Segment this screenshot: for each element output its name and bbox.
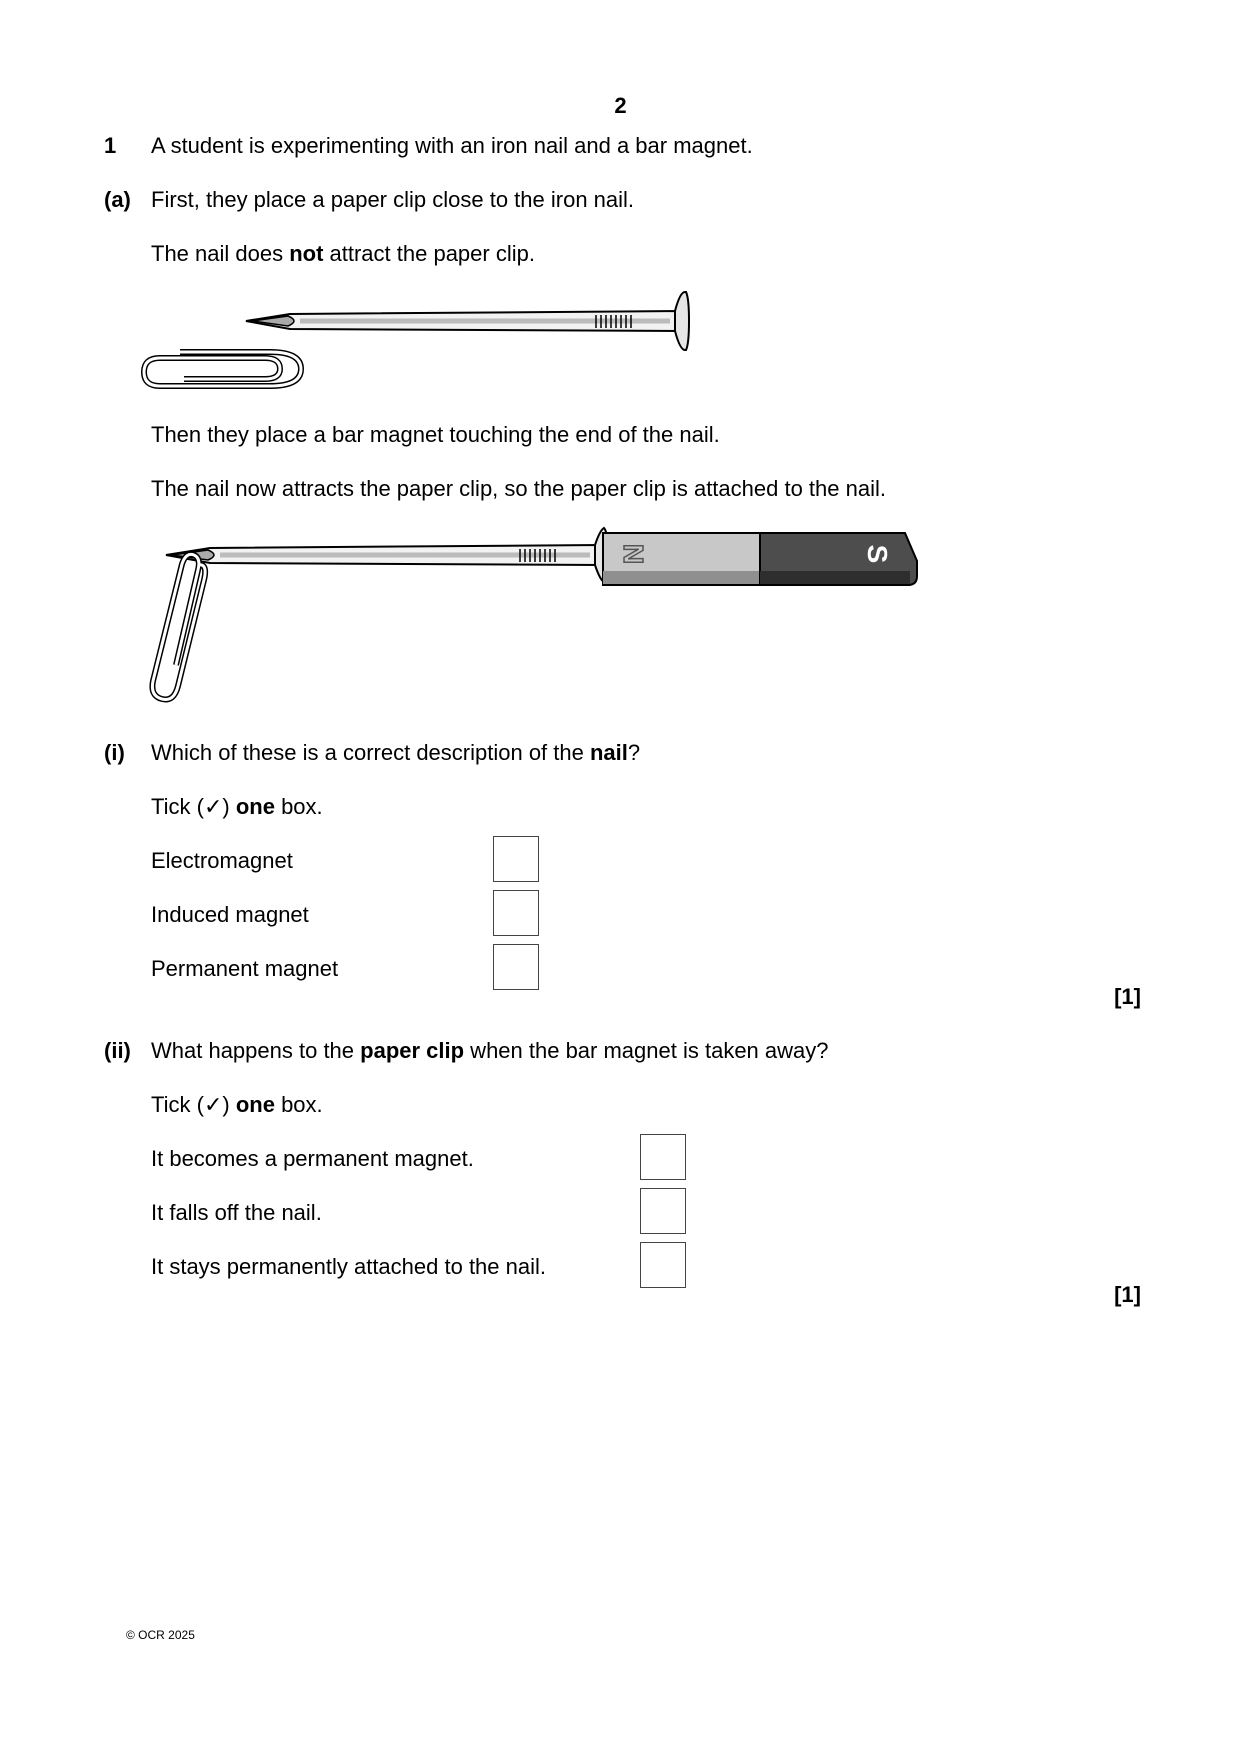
bar-magnet-icon — [603, 533, 917, 585]
option-electromagnet-label: Electromagnet — [151, 848, 293, 873]
part-a-line3: Then they place a bar magnet touching the end of the nail. — [151, 422, 720, 447]
nail-magnet-clip-figure — [140, 518, 930, 713]
option-falls-off-label: It falls off the nail. — [151, 1200, 322, 1225]
part-ii-tick-instruction: Tick (✓) one box. — [151, 1092, 323, 1117]
part-ii-question: What happens to the paper clip when the bar magnet is taken away? — [151, 1038, 829, 1063]
part-i-tick-instruction: Tick (✓) one box. — [151, 794, 323, 819]
magnet-south-label: S — [862, 544, 893, 564]
page-number: 2 — [614, 93, 627, 118]
part-i-label: (i) — [104, 740, 125, 765]
option-electromagnet-checkbox[interactable] — [493, 836, 539, 882]
part-i-question: Which of these is a correct description of the nail? — [151, 740, 641, 765]
option-induced-magnet-label: Induced magnet — [151, 902, 309, 927]
part-a-line4: The nail now attracts the paper clip, so the paper clip is attached to the nail. — [151, 476, 886, 501]
nail-icon — [166, 528, 608, 582]
option-falls-off-checkbox[interactable] — [640, 1188, 686, 1234]
nail-and-clip-figure — [140, 288, 700, 393]
part-ii-label: (ii) — [104, 1038, 131, 1063]
part-a-line2: The nail does not attract the paper clip. — [151, 241, 535, 266]
option-permanent-magnet-checkbox[interactable] — [493, 944, 539, 990]
option-induced-magnet-checkbox[interactable] — [493, 890, 539, 936]
option-stays-attached-checkbox[interactable] — [640, 1242, 686, 1288]
magnet-north-label: N — [618, 543, 649, 565]
question-stem: A student is experimenting with an iron nail and a bar magnet. — [151, 133, 753, 158]
option-permanent-magnet-ii-checkbox[interactable] — [640, 1134, 686, 1180]
paper-clip-icon — [144, 352, 301, 386]
option-permanent-magnet-label: Permanent magnet — [151, 956, 339, 981]
option-permanent-magnet-ii-label: It becomes a permanent magnet. — [151, 1146, 474, 1171]
part-i-marks: [1] — [1114, 984, 1141, 1009]
part-a-line1: First, they place a paper clip close to the iron nail. — [151, 187, 635, 212]
nail-icon — [246, 292, 689, 350]
question-number: 1 — [104, 133, 117, 158]
copyright-footer: © OCR 2025 — [126, 1628, 195, 1642]
option-stays-attached-label: It stays permanently attached to the nail. — [151, 1254, 547, 1279]
paper-clip-icon — [152, 554, 205, 699]
part-a-label: (a) — [104, 187, 131, 212]
part-ii-marks: [1] — [1114, 1282, 1141, 1307]
